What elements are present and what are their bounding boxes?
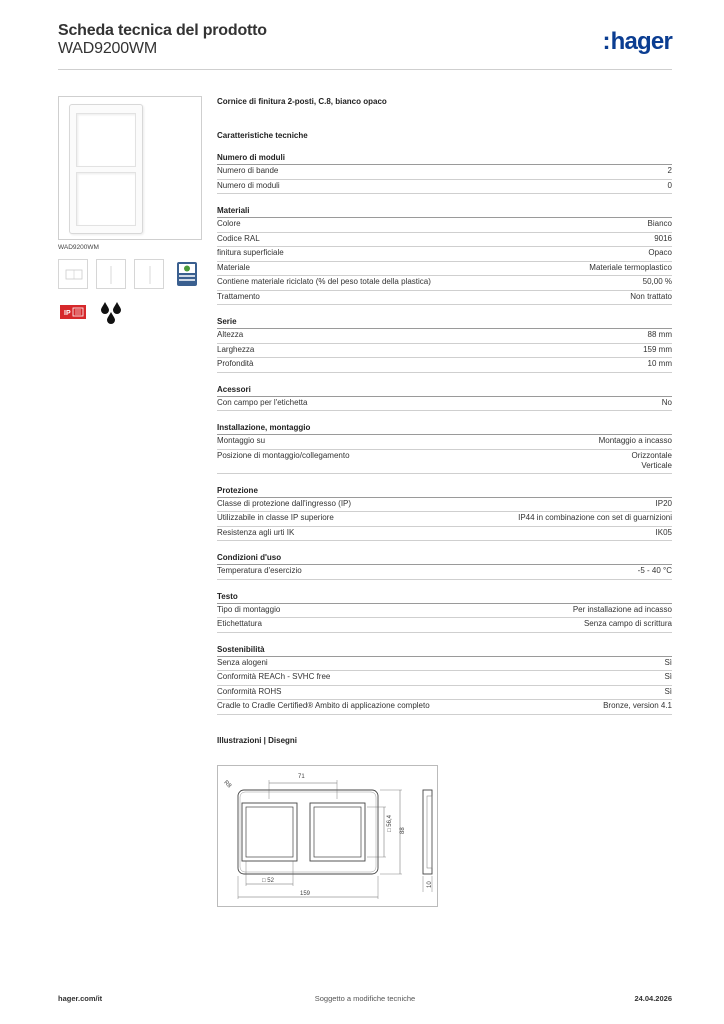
tech-heading: Caratteristiche tecniche [217,131,308,140]
section-title: Installazione, montaggio [217,422,672,435]
section-title: Materiali [217,205,672,218]
spec-value: 0 [667,180,672,190]
spec-value: Senza campo di scrittura [583,619,672,628]
footer-note: Soggetto a modifiche tecniche [314,994,416,1003]
spec-value: Sì [664,686,672,696]
dim-width: 159 [300,891,311,897]
spec-section [217,552,672,580]
spec-label: Codice RAL [217,233,260,243]
spec-row [217,450,672,474]
frame-side-icon [97,260,127,290]
spec-value: Per installazione ad incasso [572,604,672,614]
section-title: Numero di moduli [217,152,672,165]
page-title: Scheda tecnica del prodotto [58,22,267,39]
section-title: Acessori [217,384,672,397]
spec-label: Cradle to Cradle Certified® Ambito di applicazione completo [217,701,430,710]
section-title: Protezione [217,485,672,498]
product-visuals [58,96,202,327]
spec-label: Larghezza [217,344,255,354]
spec-value: No [661,397,672,407]
spec-label: Con campo per l'etichetta [217,397,308,407]
spec-label: Numero di moduli [217,180,280,190]
water-protection-badge [96,297,126,327]
spec-row [217,604,672,619]
eco-label-icon [172,259,202,289]
spec-label: Contiene materiale riciclato (% del peso totale della plastica) [217,277,431,286]
spec-label: Etichettatura [217,619,262,628]
spec-value: 10 mm [647,359,672,368]
spec-row [217,247,672,262]
spec-label: Materiale [217,262,250,272]
spec-row [217,262,672,277]
spec-row [217,657,672,672]
footer-website[interactable]: hager.com/it [58,994,103,1003]
spec-label: Altezza [217,330,244,339]
product-image [58,96,202,240]
hager-logo: :hager [602,28,672,55]
spec-label: Profondità [217,359,254,368]
product-code: WAD9200WM [58,40,157,57]
thumb-front-view[interactable] [58,259,88,289]
spec-row [217,527,672,542]
spec-row [217,700,672,715]
thumb-side-view[interactable] [96,259,126,289]
thumbnail-strip [58,259,202,289]
spec-row [217,165,672,180]
spec-value: 9016 [654,233,672,243]
spec-value: Non trattato [630,291,672,301]
spec-section [217,384,672,412]
product-image-caption: WAD9200WM [58,244,99,251]
spec-value: IP44 in combinazione con set di guarnizioni [518,513,672,522]
spec-section [217,205,672,305]
spec-row [217,397,672,412]
spec-value: Opaco [648,248,672,257]
spec-value: Bronze, version 4.1 [603,701,672,710]
spec-label: Resistenza agli urti IK [217,527,295,537]
spec-row [217,276,672,291]
spec-section [217,485,672,542]
spec-row [217,618,672,633]
spec-sections [217,152,672,715]
spec-label: Montaggio su [217,436,266,445]
spec-label: Senza alogeni [217,657,268,667]
spec-label: Utilizzabile in classe IP superiore [217,513,334,522]
spec-value: Montaggio a incasso [598,436,672,445]
spec-label: Numero di bande [217,166,279,175]
spec-label: Tipo di montaggio [217,604,281,614]
spec-row [217,291,672,306]
spec-label: Trattamento [217,291,260,301]
ip-rating-badge [58,297,88,327]
spec-value: 159 mm [643,344,672,354]
spec-value: Sì [664,657,672,667]
spec-section [217,644,672,715]
spec-value: IP20 [655,498,672,508]
spec-label: Temperatura d'esercizio [217,566,302,575]
spec-row [217,180,672,195]
spec-row [217,686,672,701]
spec-row [217,565,672,580]
dim-radius: R8 [222,779,233,790]
spec-label: Classe di protezione dall'ingresso (IP) [217,498,352,508]
illustrations-title: Illustrazioni | Disegni [217,735,298,745]
spec-value: -5 - 40 °C [637,566,672,575]
spec-label: Conformità REACh - SVHC free [217,672,331,681]
product-name: Cornice di finitura 2-posti, C.8, bianco opaco [217,97,387,106]
spec-row [217,498,672,513]
spec-label: Colore [217,219,241,228]
water-drops-icon [96,297,126,327]
dim-pitch: 71 [298,774,305,780]
spec-row [217,512,672,527]
dim-height: 88 [400,827,406,834]
svg-text:IP: IP [64,310,71,317]
spec-section [217,591,672,633]
section-title: Condizioni d'uso [217,552,672,565]
spec-row [217,344,672,359]
spec-row [217,233,672,248]
property-badges [58,297,202,327]
spec-row [217,435,672,450]
spec-section [217,152,672,194]
spec-section [217,422,672,474]
dim-inner-width: □ 52 [262,878,274,884]
spec-row [217,358,672,373]
spec-value: Bianco [647,219,672,228]
spec-value-line: Orizzontale [631,450,672,460]
frame-front-icon [59,260,89,290]
spec-label: Posizione di montaggio/collegamento [217,450,350,460]
spec-row [217,329,672,344]
section-title: Serie [217,316,672,329]
spec-row [217,671,672,686]
page-header [58,22,672,70]
spec-value: 2 [667,166,672,175]
dimension-drawing [218,766,437,906]
spec-column [217,96,672,746]
dim-depth: 10 [427,881,433,888]
spec-value: 88 mm [647,330,672,339]
spec-row [217,218,672,233]
spec-value-line: Verticale [641,460,672,470]
footer-date: 24.04.2026 [634,994,672,1003]
spec-value [632,451,672,471]
spec-section [217,316,672,373]
spec-value: Materiale termoplastico [589,262,672,272]
technical-drawing [217,765,438,907]
spec-value: Sì [664,672,672,681]
ip-rating-icon [58,297,88,327]
section-title: Sostenibilità [217,644,672,657]
section-title: Testo [217,591,672,604]
eco-label-badge [172,259,202,289]
spec-value: IK05 [655,527,672,537]
page-footer [58,994,672,1008]
spec-label: Conformità ROHS [217,686,282,696]
spec-value: 50,00 % [642,277,672,286]
spec-label: finitura superficiale [217,248,284,257]
thumb-edge-view[interactable] [134,259,164,289]
dim-inner-height: □ 56,4 [387,815,393,832]
frame-edge-icon [135,260,165,290]
